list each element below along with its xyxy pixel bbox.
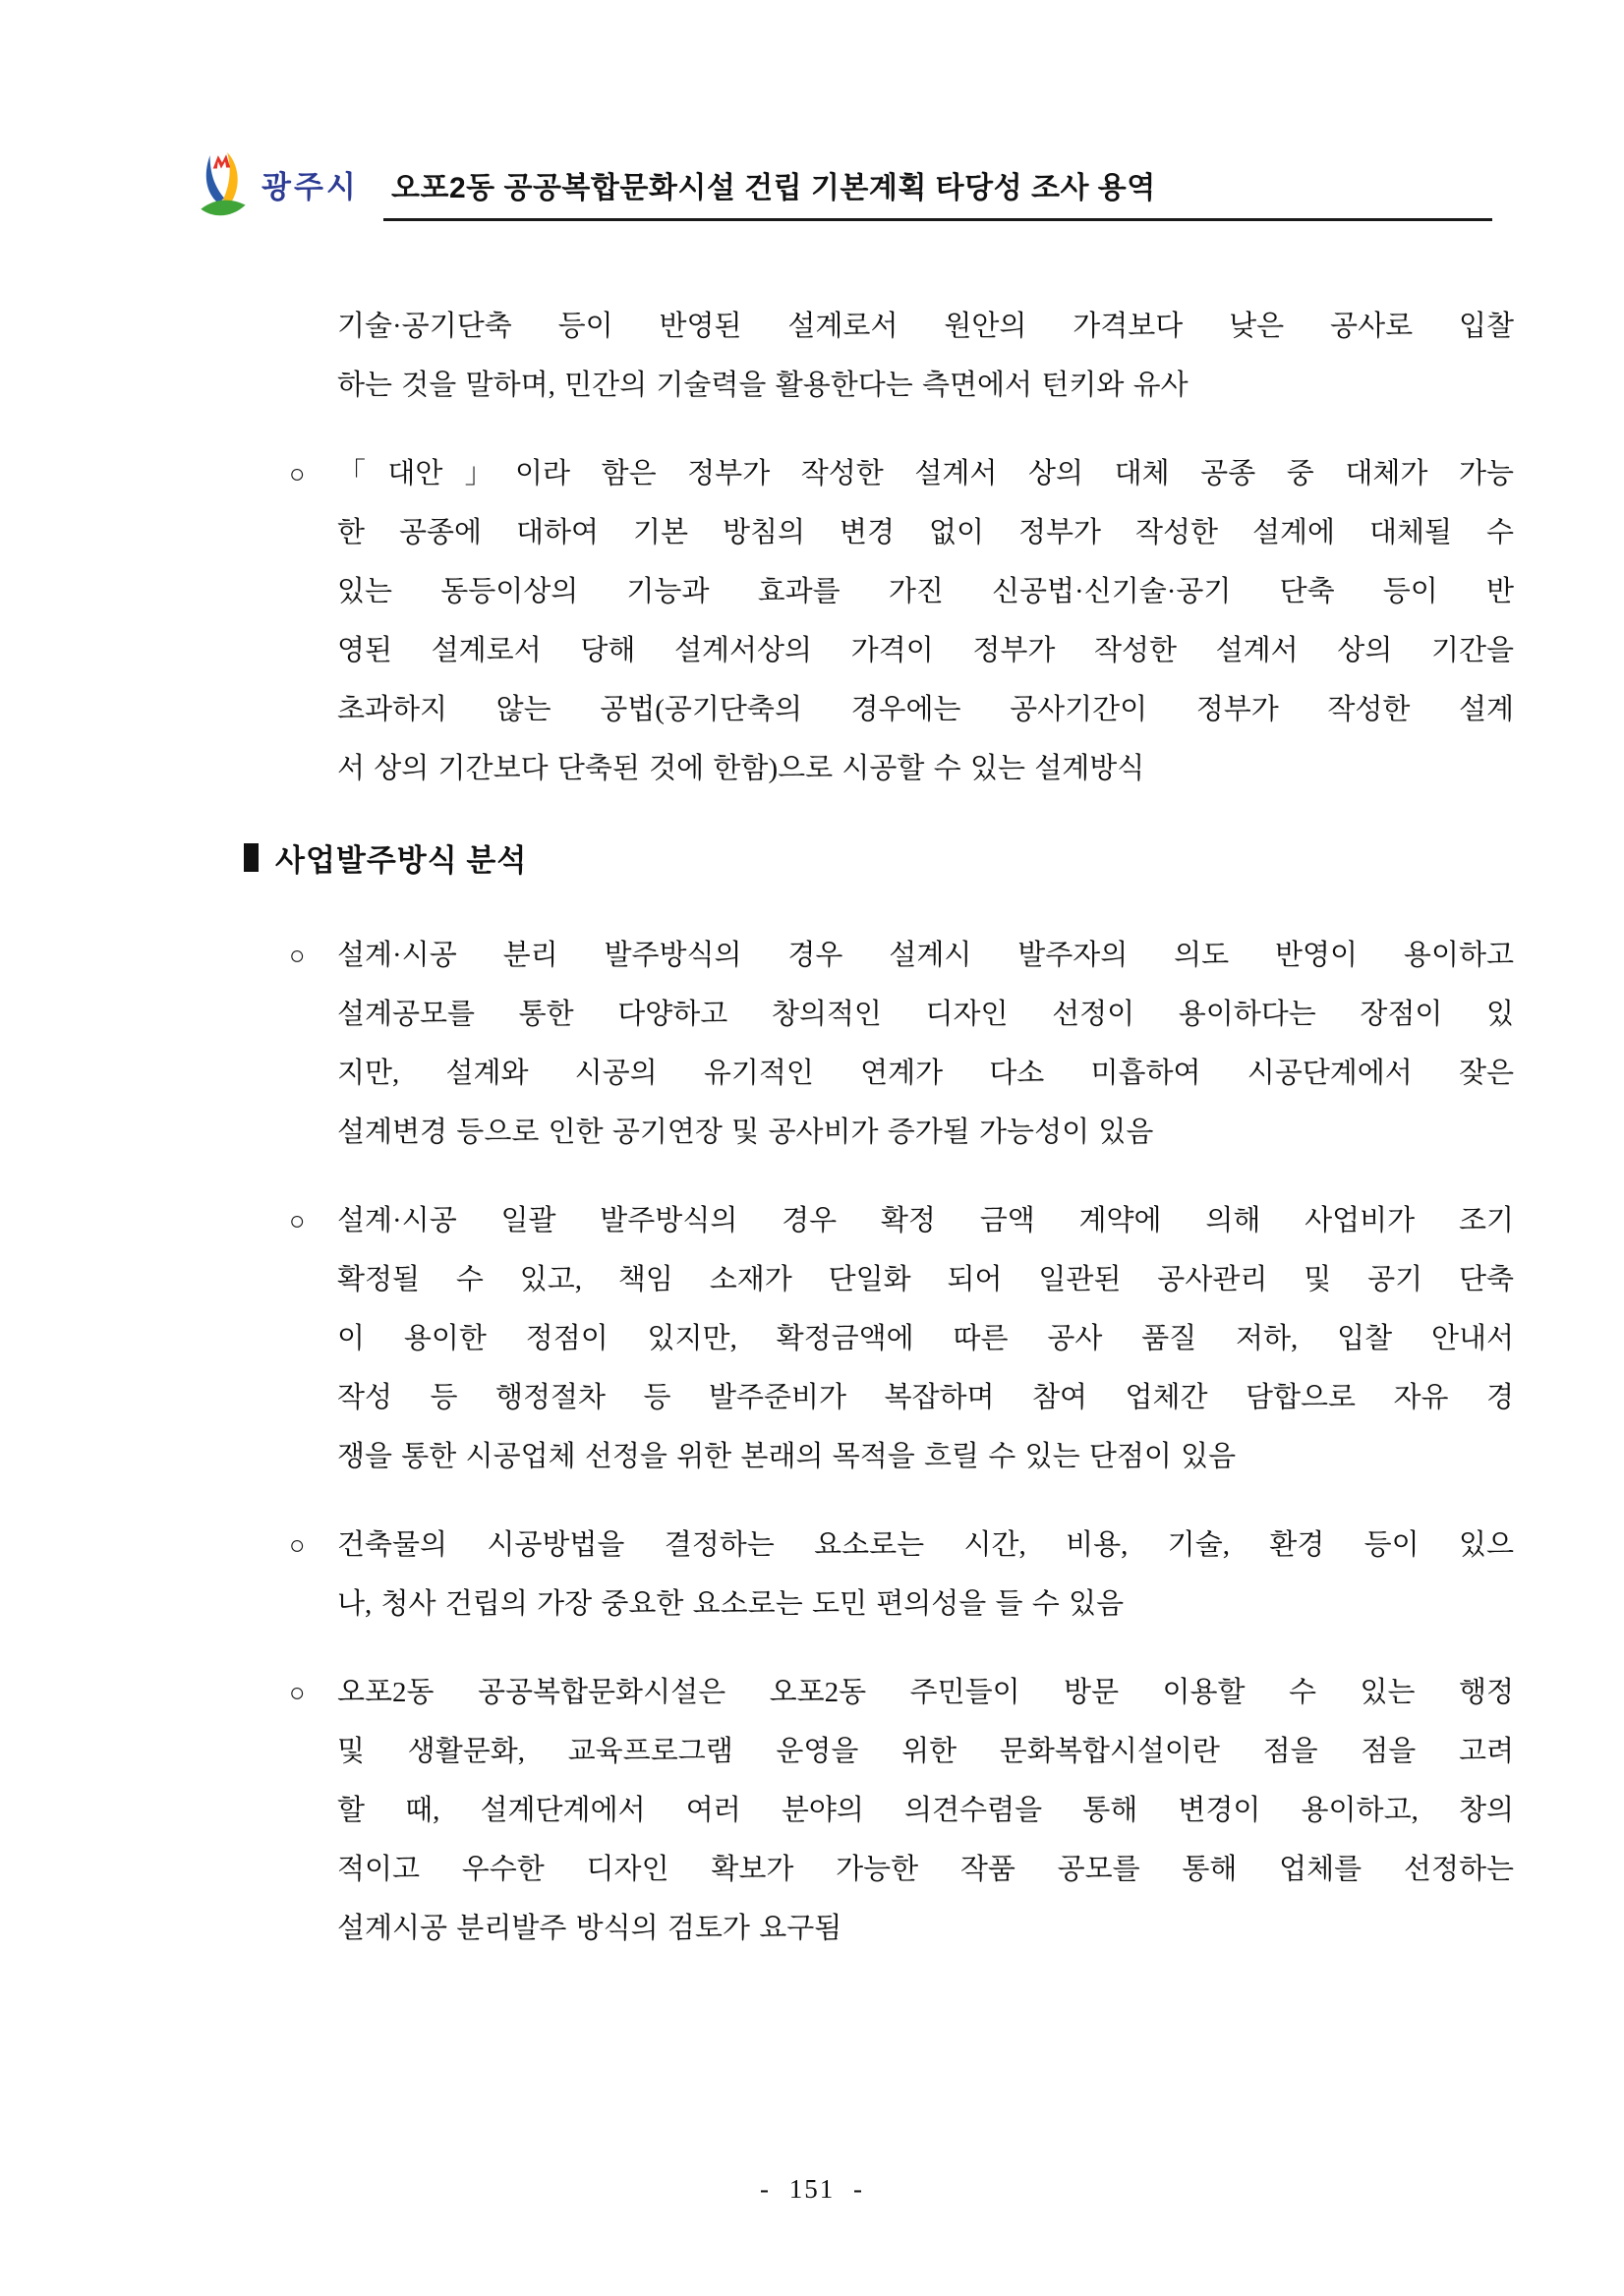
text-line: 건축물의 시공방법을 결정하는 요소로는 시간, 비용, 기술, 환경 등이 있으 <box>337 1529 1514 1561</box>
text-line: 및 생활문화, 교육프로그램 운영을 위한 문화복합시설이란 점을 점을 고려 <box>337 1736 1514 1767</box>
page-number: - 151 - <box>760 2174 864 2204</box>
text-line: 서 상의 기간보다 단축된 것에 한함)으로 시공할 수 있는 설계방식 <box>337 753 1145 784</box>
text-line: 설계변경 등으로 인한 공기연장 및 공사비가 증가될 가능성이 있음 <box>337 1117 1154 1148</box>
bullet-paragraph-ilgwal <box>289 1191 1514 1486</box>
text-line: 「대안」이라 함은 정부가 작성한 설계서 상의 대체 공종 중 대체가 가능 <box>337 458 1514 489</box>
text-line: 지만, 설계와 시공의 유기적인 연계가 다소 미흡하여 시공단계에서 잦은 <box>337 1058 1514 1089</box>
text-line: 한 공종에 대하여 기본 방침의 변경 없이 정부가 작성한 설계에 대체될 수 <box>337 517 1514 548</box>
bullet-circle-marker: ○ <box>289 1206 306 1235</box>
text-line: 설계·시공 일괄 발주방식의 경우 확정 금액 계약에 의해 사업비가 조기 <box>337 1205 1514 1236</box>
text-line: 이 용이한 정점이 있지만, 확정금액에 따른 공사 품질 저하, 입찰 안내서 <box>337 1323 1514 1354</box>
intro-paragraph <box>337 297 1514 415</box>
heading-bar-icon <box>244 843 259 872</box>
logo-text: 광주시 <box>261 169 359 204</box>
gwangju-city-logo <box>197 150 359 217</box>
text-line: 기술·공기단축 등이 반영된 설계로서 원안의 가격보다 낮은 공사로 입찰 <box>337 311 1514 342</box>
bullet-paragraph-opo2dong <box>289 1663 1514 1958</box>
text-line: 오포2동 공공복합문화시설은 오포2동 주민들이 방문 이용할 수 있는 행정 <box>337 1677 1514 1708</box>
bullet-circle-marker: ○ <box>289 1678 306 1707</box>
bullet-paragraph-bunri <box>289 926 1514 1162</box>
text-line: 나, 청사 건립의 가장 중요한 요소로는 도민 편의성을 들 수 있음 <box>337 1588 1125 1620</box>
bullet-paragraph-daean <box>289 444 1514 798</box>
text-line: 설계시공 분리발주 방식의 검토가 요구됨 <box>337 1913 842 1944</box>
text-line: 설계공모를 통한 다양하고 창의적인 디자인 선정이 용이하다는 장점이 있 <box>337 999 1514 1030</box>
bullet-circle-marker: ○ <box>289 459 306 488</box>
gwangju-city-logo-icon <box>197 150 250 217</box>
section-heading <box>244 837 1514 877</box>
text-line: 쟁을 통한 시공업체 선정을 위한 본래의 목적을 흐릴 수 있는 단점이 있음 <box>337 1441 1237 1472</box>
text-line: 있는 동등이상의 기능과 효과를 가진 신공법·신기술·공기 단축 등이 반 <box>337 576 1514 607</box>
text-line: 하는 것을 말하며, 민간의 기술력을 활용한다는 측면에서 턴키와 유사 <box>337 370 1189 401</box>
text-line: 적이고 우수한 디자인 확보가 가능한 작품 공모를 통해 업체를 선정하는 <box>337 1854 1514 1885</box>
bullet-paragraph-yoso <box>289 1516 1514 1634</box>
text-line: 영된 설계로서 당해 설계서상의 가격이 정부가 작성한 설계서 상의 기간을 <box>337 635 1514 666</box>
bullet-circle-marker: ○ <box>289 1530 306 1560</box>
section-heading-text: 사업발주방식 분석 <box>275 842 528 878</box>
text-line: 할 때, 설계단계에서 여러 분야의 의견수렴을 통해 변경이 용이하고, 창의 <box>337 1795 1514 1826</box>
text-line: 초과하지 않는 공법(공기단축의 경우에는 공사기간이 정부가 작성한 설계 <box>337 694 1514 725</box>
text-line: 확정될 수 있고, 책임 소재가 단일화 되어 일관된 공사관리 및 공기 단축 <box>337 1264 1514 1295</box>
page-footer <box>0 2174 1624 2205</box>
header-divider-line <box>383 218 1492 221</box>
bullet-circle-marker: ○ <box>289 941 306 970</box>
text-line: 작성 등 행정절차 등 발주준비가 복잡하며 참여 업체간 담합으로 자유 경 <box>337 1382 1514 1413</box>
document-body <box>244 297 1514 1987</box>
document-header-title: 오포2동 공공복합문화시설 건립 기본계획 타당성 조사 용역 <box>391 172 1156 204</box>
text-line: 설계·시공 분리 발주방식의 경우 설계시 발주자의 의도 반영이 용이하고 <box>337 940 1514 971</box>
